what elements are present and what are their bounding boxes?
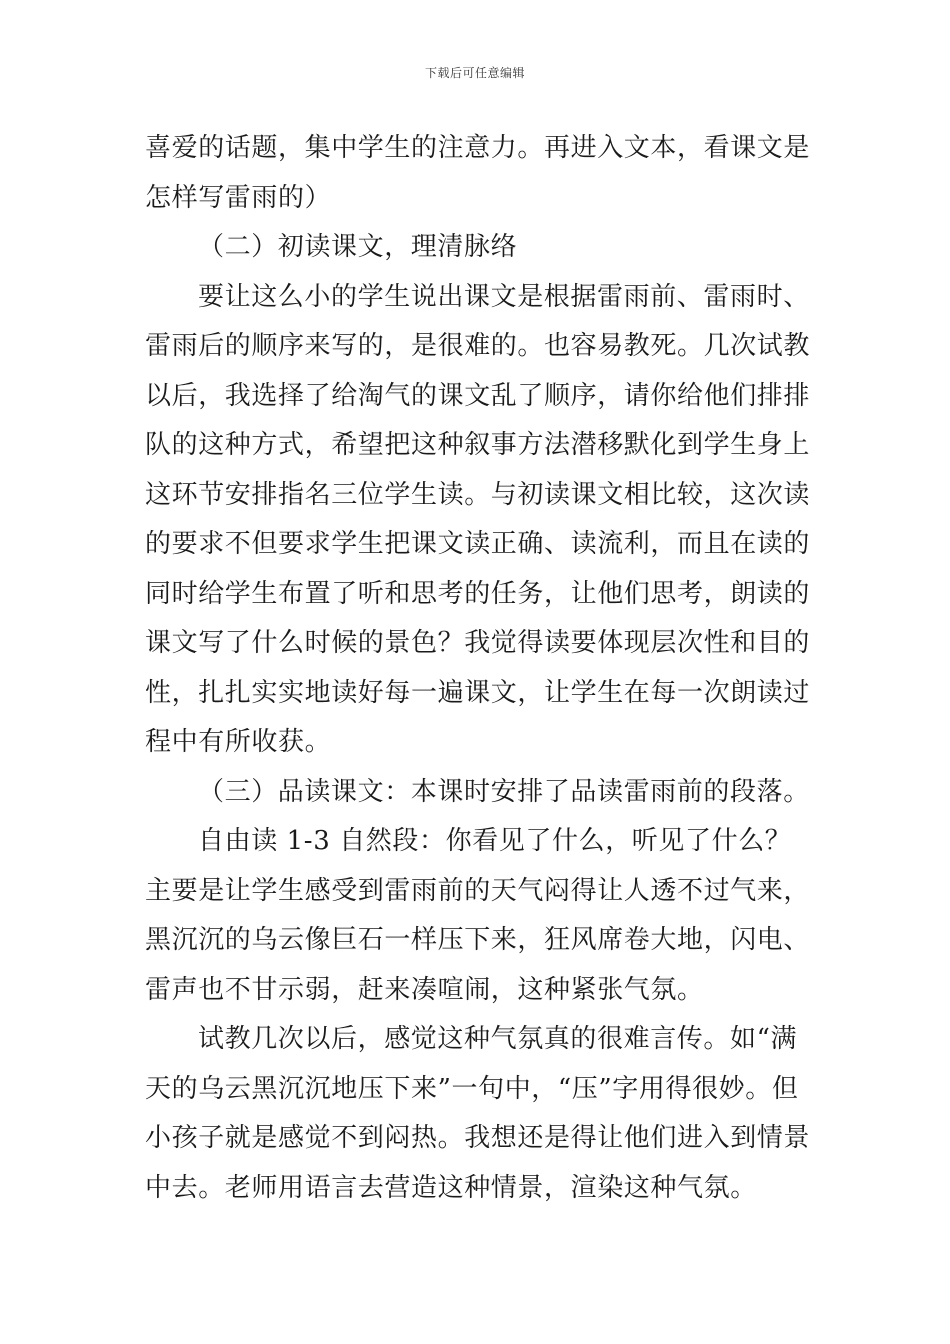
document-body [145, 124, 810, 1213]
page-header: 下载后可任意编辑 [424, 66, 525, 80]
section-heading: （三）品读课文：本课时安排了品读雷雨前的段落。 [198, 776, 810, 807]
paragraph: 自由读 1-3 自然段：你看见了什么，听见了什么？主要是让学生感受到雷雨前的天气闷得让人透不过气来，黑沉沉的乌云像巨石一样压下来，狂风席卷大地，闪电、雷声也不甘示弱，赶来凑喧闹，这种紧张气氛。 [145, 826, 811, 1005]
paragraph: 喜爱的话题，集中学生的注意力。再进入文本，看课文是怎样写雷雨的） [145, 133, 811, 213]
section-heading: （二）初读课文，理清脉络 [198, 232, 518, 262]
paragraph: 试教几次以后，感觉这种气氛真的很难言传。如“满天的乌云黑沉沉地压下来”一句中，“压”字用得很妙。但小孩子就是感觉不到闷热。我想还是得让他们进入到情景中去。老师用语言去营造这种情景，渲染这种气氛。 [145, 1024, 811, 1203]
paragraph: 要让这么小的学生说出课文是根据雷雨前、雷雨时、雷雨后的顺序来写的，是很难的。也容易教死。几次试教以后，我选择了给淘气的课文乱了顺序，请你给他们排排队的这种方式，希望把这种叙事方法潜移默化到学生身上这环节安排指名三位学生读。与初读课文相比较，这次读的要求不但要求学生把课文读正确、读流利，而且在读的同时给学生布置了听和思考的任务，让他们思考，朗读的课文写了什么时候的景色？我觉得读要体现层次性和目的性，扎扎实实地读好每一遍课文，让学生在每一次朗读过程中有所收获。 [145, 281, 811, 757]
